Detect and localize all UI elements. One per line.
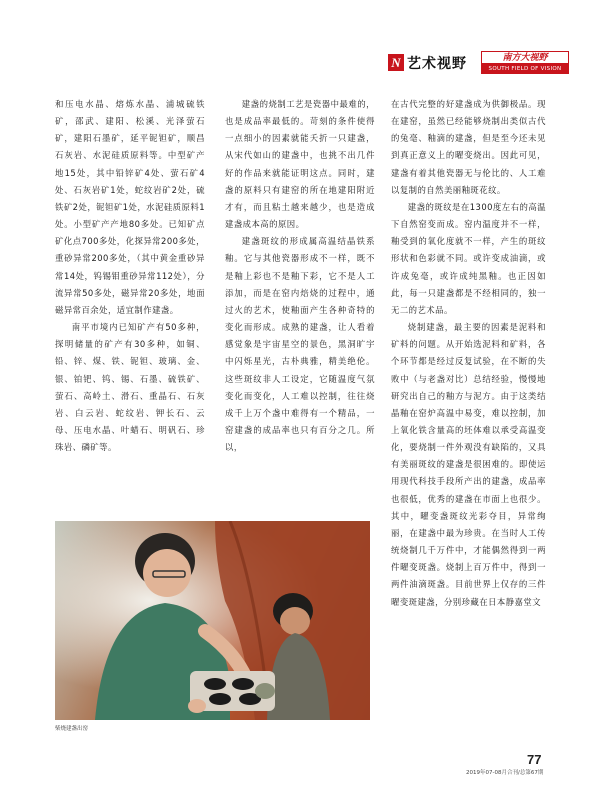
- paragraph: 建盏的斑纹是在1300度左右的高温下自然窑变而成。窑内温度并不一样，釉受到的氧化度就不一样，产生的斑纹形状和色彩就不同。或许变成油滴，或许成兔毫，或许成纯黑釉。也正因如此，每一只建盏都是不经相同的，独一无二的艺术品。: [391, 201, 546, 315]
- text-column-3: [391, 96, 546, 611]
- page-number: 77: [527, 752, 542, 767]
- paragraph: 烧制建盏，最主要的因素是泥料和矿料的问题。从开始选泥料和矿料，各个环节都是经过反复试验，在不断的失败中（与老盏对比）总结经验，慢慢地研究出自己的釉方与泥方。由于这类结晶釉在窑炉高温中易变，难以控制，加上氧化铁含量高的坯体难以承受高温变化，要烧制一件外观没有缺陷的，又具有美丽斑纹的建盏是很困难的。即使运用现代科技手段所产出的建盏，成品率也很低，优秀的建盏在市面上也很少。其中，曜变盏斑纹光彩夺目，异常绚丽，在建盏中最为珍贵。在当时人工传统烧制几千万件中，才能偶然得到一两件曜变斑盏。烧制上百万件中，得到一两件油滴斑盏。目前世界上仅存的三件曜变斑建盏，分别珍藏在日本静嘉堂文: [391, 322, 546, 607]
- kiln-photo: [55, 521, 370, 720]
- brand-subtitle: SOUTH FIELD OF VISION: [481, 64, 569, 74]
- issue-info: 2019年07-08月合刊/总第67期: [466, 770, 544, 776]
- text-column-2: [225, 96, 375, 456]
- kiln-scene-illustration: [55, 521, 370, 720]
- photo-caption: 柴烧建盏出窑: [55, 726, 89, 732]
- paragraph: 在古代完整的好建盏成为供御极品。现在建窑，虽然已经能够烧制出类似古代的兔毫、釉滴的建盏，但是至今还未见到真正意义上的曜变烧出。因此可见，建盏有着其他瓷器无与伦比的、人工难以复制的自然美丽釉斑花纹。: [391, 99, 546, 195]
- paragraph: 南平市境内已知矿产有50多种，探明储量的矿产有30多种，如铜、铅、锌、煤、铁、铌钽、玻璃、金、银、铂钯、钨、锡、石墨、硫铁矿、萤石、高岭土、滑石、重晶石、石灰岩、白云岩、蛇纹岩、钾长石、云母、压电水晶、叶蜡石、明矾石、珍珠岩、磷矿等。: [55, 322, 205, 453]
- paragraph: 建盏斑纹的形成属高温结晶铁系釉。它与其他瓷器形成不一样，既不是釉上彩也不是釉下彩，它不是人工添加，而是在窑内焙烧的过程中，通过火的艺术，使釉面产生各种奇特的变化而形成。成熟的建盏，让人看着感觉象是宇宙星空的景色，黑洞旷宇中闪烁星光，古朴典雅，精美绝伦。这些斑纹非人工设定，它随温度气氛变化而变化，人工难以控制，往往烧成千上万个盏中难得有一个精品，一窑建盏的成品率也只有百分之几。所以，: [225, 236, 375, 453]
- magazine-logo: N: [388, 54, 404, 71]
- brand-name: 南方大视野: [481, 51, 569, 64]
- section-title: 艺术视野: [407, 56, 467, 72]
- section-header: [388, 51, 569, 76]
- paragraph: 建盏的烧制工艺是瓷器中最难的，也是成品率最低的。苛刻的条件使得一点细小的因素就能夭折一只建盏，从宋代如山的建盏中，也挑不出几件好的作品来就能证明这点。同时，建盏的原料只有建窑的所在地建阳附近才有，而且粘土越来越少，也是造成建盏成本高的原因。: [225, 99, 375, 230]
- text-column-1: [55, 96, 205, 456]
- paragraph: 和压电水晶、熔炼水晶、浦城硫铁矿，邵武、建阳、松溪、光泽萤石矿，建阳石墨矿，延平铌钽矿，顺昌石灰岩、水泥硅质原料等。中型矿产地15处，其中铅锌矿4处、萤石矿4处、石灰岩矿1处，蛇纹岩矿2处，硫铁矿2处，铌钽矿1处，水泥硅质原料1处。小型矿产产地80多处。已知矿点矿化点700多处，化探异常200多处，重砂异常200多处，（其中黄金重砂异常14处，钨锡钼重砂异常112处），分流异常50多处，磁异常20多处，地面磁异常百余处，适宜制作建盏。: [55, 99, 205, 315]
